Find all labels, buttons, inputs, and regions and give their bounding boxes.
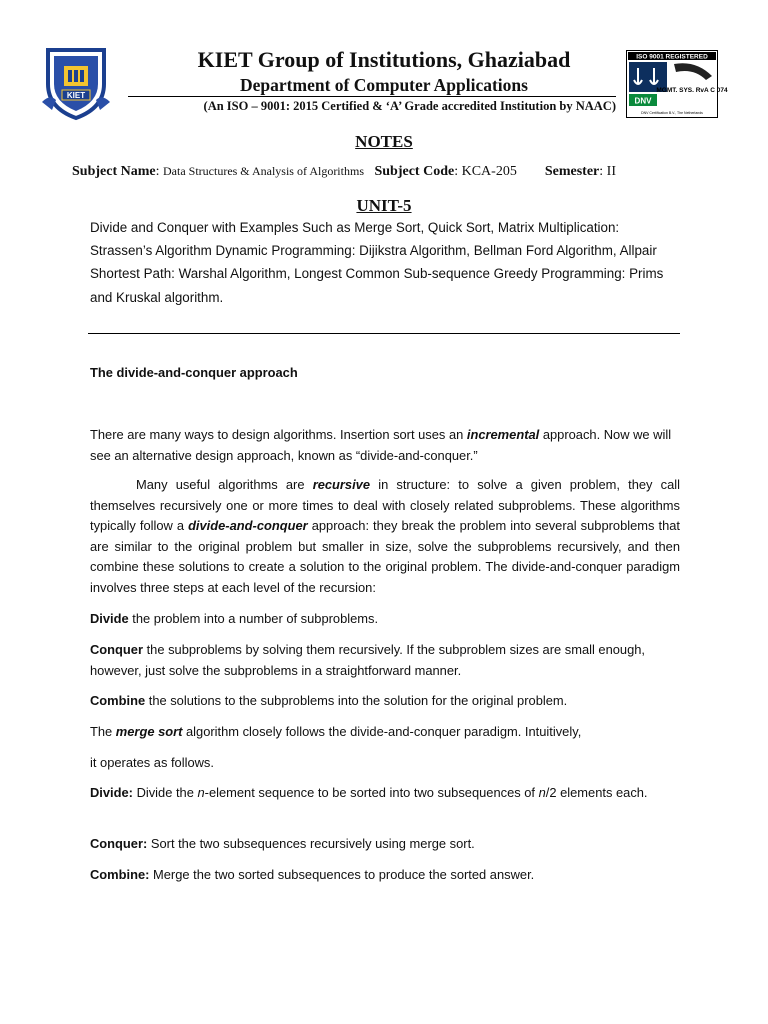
- merge-step-divide: Divide: Divide the n-element sequence to be sorted into two subsequences of n/2 elements each.: [90, 785, 648, 800]
- subject-code-label: Subject Code: [374, 164, 455, 179]
- step-conquer: Conquer the subproblems by solving them recursively. If the subproblem sizes are small enough, however, just solve the subproblems in a straightforward manner.: [90, 642, 646, 678]
- syllabus-paragraph: Shortest Path: Warshal Algorithm, Longest Common Sub-sequence Greedy Programming: Prims and Kruskal algorithm.: [90, 266, 664, 305]
- emphasis-merge-sort: merge sort: [115, 724, 183, 739]
- subject-info: Subject Name: Data Structures & Analysis of Algorithms Subject Code: KCA-205 Semester: II: [72, 164, 616, 179]
- merge-sort-intro: The merge sort algorithm closely follows the divide-and-conquer paradigm. Intuitively,: [90, 724, 582, 739]
- merge-step-combine: Combine: Merge the two sorted subsequences to produce the sorted answer.: [90, 867, 535, 882]
- iso-dnv-logo: [626, 50, 728, 118]
- section-title: The divide-and-conquer approach: [90, 365, 298, 380]
- svg-text:DNV: DNV: [634, 96, 652, 106]
- subject-name-label: Subject Name: [72, 164, 156, 179]
- syllabus-paragraph: Divide and Conquer with Examples Such as Merge Sort, Quick Sort, Matrix Multiplication: Strassen’s Algorithm Dynamic Programming: Dijikstra Algorithm, Bellman Ford Algorithm, Allpair: [90, 220, 657, 259]
- svg-text:ISO 9001 REGISTERED: ISO 9001 REGISTERED: [636, 53, 708, 61]
- svg-text:KIET: KIET: [66, 91, 86, 100]
- intro-paragraph: There are many ways to design algorithms. Insertion sort uses an incremental approach. Now we will see an alternative design approach, known as “divide-and-conquer.”: [90, 427, 672, 463]
- header-divider: [128, 96, 616, 97]
- step-combine: Combine the solutions to the subproblems into the solution for the original problem.: [90, 693, 568, 708]
- merge-step-conquer: Conquer: Sort the two subsequences recursively using merge sort.: [90, 836, 475, 851]
- recursive-paragraph: Many useful algorithms are recursive in structure: to solve a given problem, they call themselves recursively one or more times to deal with closely related subproblems. These algorithms typically follow a divide-and-conquer approach: they break the problem into several subproblems that are similar to the original problem but smaller in size, solve the subproblems recursively, and then combine these solutions to create a solution to the original problem. The divide-and-conquer paradigm involves three steps at each level of the recursion:: [90, 477, 680, 595]
- department-title: Department of Computer Applications: [240, 75, 528, 95]
- emphasis-recursive: recursive: [312, 477, 371, 492]
- kiet-logo: [40, 44, 112, 122]
- unit-heading: UNIT-5: [356, 196, 412, 215]
- step-divide: Divide the problem into a number of subproblems.: [90, 611, 379, 626]
- notes-heading: NOTES: [355, 132, 413, 151]
- institution-title: KIET Group of Institutions, Ghaziabad: [197, 47, 571, 72]
- subject-name-value: Data Structures & Analysis of Algorithms: [163, 164, 364, 178]
- operates-line: it operates as follows.: [90, 755, 214, 770]
- syllabus-divider: [88, 333, 680, 334]
- accreditation-line: (An ISO – 9001: 2015 Certified & ‘A’ Grade accredited Institution by NAAC): [203, 99, 616, 113]
- subject-code-value: KCA-205: [461, 164, 517, 179]
- emphasis-incremental: incremental: [466, 427, 540, 442]
- semester-value: II: [606, 164, 616, 179]
- emphasis-divide-and-conquer: divide-and-conquer: [188, 518, 308, 534]
- unit-syllabus: [90, 216, 680, 309]
- svg-text:DNV Certification B.V., The Ne: DNV Certification B.V., The Netherlands: [641, 111, 703, 115]
- svg-text:MGMT. SYS. RvA C 074: MGMT. SYS. RvA C 074: [656, 87, 728, 94]
- semester-label: Semester: [544, 164, 600, 179]
